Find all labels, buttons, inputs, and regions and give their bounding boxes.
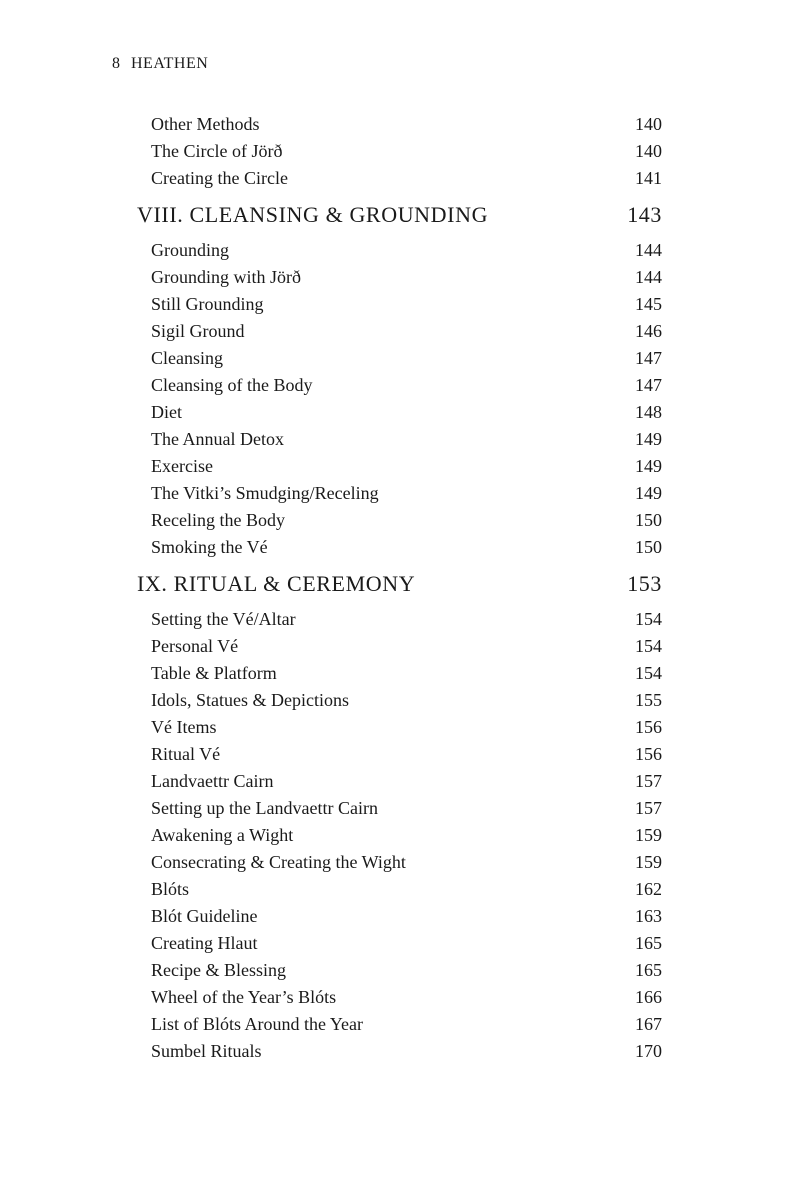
toc-entry [0, 291, 800, 318]
toc-page-number: 165 [635, 960, 662, 980]
toc-page-number: 166 [635, 987, 662, 1007]
toc-entry [0, 165, 800, 192]
toc-title: Sigil Ground [151, 321, 245, 341]
toc-page-number: 170 [635, 1041, 662, 1061]
toc-entry [0, 687, 800, 714]
toc-chapter-heading [0, 561, 800, 602]
toc-page-number: 159 [635, 852, 662, 872]
toc-entry [0, 480, 800, 507]
toc-title: Table & Platform [151, 663, 277, 683]
toc-title: Wheel of the Year’s Blóts [151, 987, 337, 1007]
toc-title: Grounding [151, 240, 229, 260]
toc-title: Creating Hlaut [151, 933, 258, 953]
page-number: 8 [112, 55, 121, 72]
toc-title: Consecrating & Creating the Wight [151, 852, 406, 872]
toc-page-number: 149 [635, 483, 662, 503]
toc-title: Receling the Body [151, 510, 285, 530]
toc-title: Idols, Statues & Depictions [151, 690, 349, 710]
toc-title: The Circle of Jörð [151, 141, 283, 161]
toc-page-number: 167 [635, 1014, 662, 1034]
toc-entry [0, 957, 800, 984]
toc-entry [0, 1038, 800, 1065]
toc-page-number: 147 [635, 348, 662, 368]
toc-title: Awakening a Wight [151, 825, 294, 845]
toc-title: Exercise [151, 456, 213, 476]
toc-entry [0, 903, 800, 930]
toc-title: The Annual Detox [151, 429, 284, 449]
toc-title: Vé Items [151, 717, 217, 737]
toc-entry [0, 372, 800, 399]
toc-page-number: 156 [635, 717, 662, 737]
toc-page-number: 157 [635, 798, 662, 818]
toc-page-number: 145 [635, 294, 662, 314]
toc-title: Landvaettr Cairn [151, 771, 274, 791]
toc-page-number: 148 [635, 402, 662, 422]
toc-title: Diet [151, 402, 182, 422]
toc-page-number: 154 [635, 636, 662, 656]
toc-entry [0, 1011, 800, 1038]
toc-entry [0, 453, 800, 480]
toc-title: Smoking the Vé [151, 537, 268, 557]
toc-title: Recipe & Blessing [151, 960, 286, 980]
toc-title: Personal Vé [151, 636, 239, 656]
toc-chapter-heading [0, 192, 800, 233]
toc-page-number: 149 [635, 429, 662, 449]
toc-page-number: 155 [635, 690, 662, 710]
toc-page-number: 163 [635, 906, 662, 926]
toc-page-number: 154 [635, 609, 662, 629]
toc-entry [0, 714, 800, 741]
toc-page-number: 140 [635, 141, 662, 161]
toc-title: Ritual Vé [151, 744, 221, 764]
toc-page-number: 140 [635, 114, 662, 134]
toc-entry [0, 876, 800, 903]
toc-entry [0, 768, 800, 795]
toc-entry [0, 399, 800, 426]
toc-entry [0, 318, 800, 345]
toc-entry [0, 795, 800, 822]
toc-title: Creating the Circle [151, 168, 288, 188]
toc-entry [0, 930, 800, 957]
toc-entry [0, 111, 800, 138]
toc-page-number: 156 [635, 744, 662, 764]
toc-entry [0, 237, 800, 264]
toc-title: Blót Guideline [151, 906, 258, 926]
toc-page-number: 150 [635, 537, 662, 557]
toc-page-number: 150 [635, 510, 662, 530]
toc-page-number: 146 [635, 321, 662, 341]
toc-title: Grounding with Jörð [151, 267, 301, 287]
toc-title: VIII. CLEANSING & GROUNDING [137, 202, 489, 227]
toc-entry [0, 507, 800, 534]
toc-title: Other Methods [151, 114, 260, 134]
toc-entry [0, 534, 800, 561]
toc-page-number: 144 [635, 267, 662, 287]
toc-title: Blóts [151, 879, 190, 899]
toc-page-number: 143 [627, 202, 662, 227]
toc-page-number: 157 [635, 771, 662, 791]
toc-entry [0, 426, 800, 453]
book-title: HEATHEN [131, 55, 209, 72]
toc-title: Still Grounding [151, 294, 264, 314]
toc-title: IX. RITUAL & CEREMONY [137, 571, 416, 596]
toc-entry [0, 822, 800, 849]
toc-page-number: 144 [635, 240, 662, 260]
toc-page-number: 141 [635, 168, 662, 188]
toc-page-number: 154 [635, 663, 662, 683]
running-head [112, 55, 208, 73]
toc-page-number: 153 [627, 571, 662, 596]
toc-entry [0, 660, 800, 687]
toc-entry [0, 741, 800, 768]
toc-entry [0, 138, 800, 165]
toc-title: Setting up the Landvaettr Cairn [151, 798, 378, 818]
toc-entry [0, 345, 800, 372]
toc-title: Cleansing [151, 348, 223, 368]
toc-title: Setting the Vé/Altar [151, 609, 296, 629]
toc-title: Cleansing of the Body [151, 375, 313, 395]
toc-entry [0, 984, 800, 1011]
toc-page-number: 159 [635, 825, 662, 845]
toc-page-number: 149 [635, 456, 662, 476]
toc-entry [0, 633, 800, 660]
toc-page-number: 165 [635, 933, 662, 953]
toc-title: Sumbel Rituals [151, 1041, 262, 1061]
toc-title: The Vitki’s Smudging/Receling [151, 483, 379, 503]
toc-page-number: 147 [635, 375, 662, 395]
toc-page-number: 162 [635, 879, 662, 899]
toc-entry [0, 606, 800, 633]
table-of-contents [0, 111, 800, 1065]
toc-title: List of Blóts Around the Year [151, 1014, 364, 1034]
toc-entry [0, 849, 800, 876]
toc-entry [0, 264, 800, 291]
